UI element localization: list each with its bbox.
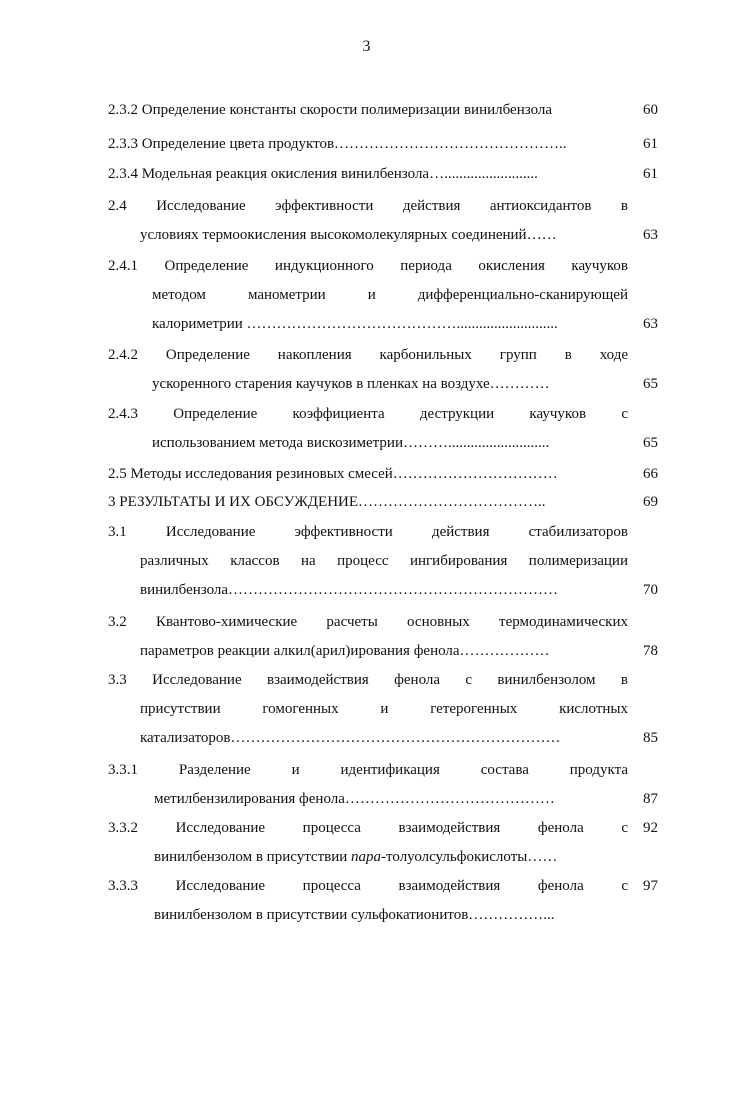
toc-entry-3-1 bbox=[108, 522, 658, 600]
toc-entry-text: калориметрии ……………………………………........................... bbox=[152, 316, 558, 332]
toc-page-number: 60 bbox=[643, 102, 658, 118]
toc-entry-text: 2.3.2 Определение константы скорости полимеризации винилбензола bbox=[108, 102, 553, 118]
toc-entry-3 bbox=[108, 492, 658, 512]
toc-entry-text: 3.3 Исследование взаимодействия фенола с винилбензолом в bbox=[108, 672, 628, 688]
toc-entry-text: -толуолсульфокислоты…… bbox=[381, 849, 558, 865]
toc-page-number: 85 bbox=[643, 730, 658, 746]
toc-entry-text: катализаторов………………………………………………………… bbox=[140, 730, 561, 746]
toc-page-number: 92 bbox=[643, 820, 658, 836]
toc-page-number: 97 bbox=[643, 878, 658, 894]
toc-entry-text: винилбензолом в присутствии bbox=[154, 849, 352, 865]
toc-page-number: 63 bbox=[643, 316, 658, 332]
toc-entry-text: 2.4.3 Определение коэффициента деструкции каучуков с bbox=[108, 406, 628, 422]
toc-page-number: 61 bbox=[643, 166, 658, 182]
toc-entry-text: различных классов на процесс ингибирования полимеризации bbox=[140, 553, 628, 569]
toc-entry-3-3-1 bbox=[108, 760, 658, 809]
toc-entry-text: 2.4 Исследование эффективности действия антиоксидантов в bbox=[108, 198, 628, 214]
toc-page-number: 65 bbox=[643, 376, 658, 392]
toc-entry-text: 2.4.1 Определение индукционного периода окисления каучуков bbox=[108, 258, 628, 274]
toc-entry-2-3-4 bbox=[108, 164, 658, 184]
toc-page-number: 63 bbox=[643, 227, 658, 243]
toc-page-number: 66 bbox=[643, 466, 658, 482]
toc-entry-3-3 bbox=[108, 670, 658, 748]
toc-entry-2-4 bbox=[108, 196, 658, 245]
toc-entry-text: параметров реакции алкил(арил)ирования фенола……………… bbox=[140, 643, 550, 659]
toc-page-number: 87 bbox=[643, 791, 658, 807]
toc-page-number: 61 bbox=[643, 136, 658, 152]
toc-entry-text: использованием метода вискозиметрии………........................... bbox=[152, 435, 550, 451]
page-number: 3 bbox=[362, 38, 371, 55]
toc-entry-text: 2.4.2 Определение накопления карбонильных групп в ходе bbox=[108, 347, 628, 363]
toc-page-number: 65 bbox=[643, 435, 658, 451]
toc-entry-2-3-2 bbox=[108, 100, 658, 120]
toc-entry-text: 3.2 Квантово-химические расчеты основных термодинамических bbox=[108, 614, 628, 630]
toc-entry-text: методом манометрии и дифференциально-сканирующей bbox=[152, 287, 628, 303]
toc-entry-text: винилбензолом в присутствии сульфокатионитов……………... bbox=[154, 907, 555, 923]
toc-entry-text: метилбензилирования фенола…………………………………… bbox=[154, 791, 555, 807]
toc-entry-text: 3.3.2 Исследование процесса взаимодействия фенола с bbox=[108, 820, 628, 836]
toc-entry-text: условиях термоокисления высокомолекулярных соединений…… bbox=[140, 227, 557, 243]
toc-page-number: 69 bbox=[643, 494, 658, 510]
toc-entry-3-3-3 bbox=[108, 876, 658, 925]
toc-entry-2-3-3 bbox=[108, 134, 658, 154]
toc-entry-3-2 bbox=[108, 612, 658, 661]
toc-entry-italic-text: пара bbox=[351, 849, 382, 865]
toc-entry-text: 2.3.4 Модельная реакция окисления винилбензола…......................... bbox=[108, 166, 538, 182]
toc-page-number: 70 bbox=[643, 582, 658, 598]
toc-entry-text: 3.1 Исследование эффективности действия стабилизаторов bbox=[108, 524, 628, 540]
toc-entry-text: ускоренного старения каучуков в пленках на воздухе………… bbox=[152, 376, 550, 392]
toc-entry-text: 3.3.3 Исследование процесса взаимодействия фенола с bbox=[108, 878, 628, 894]
toc-page-number: 78 bbox=[643, 643, 658, 659]
toc-entry-text: 2.5 Методы исследования резиновых смесей…………………………… bbox=[108, 466, 558, 482]
toc-entry-2-5 bbox=[108, 464, 658, 484]
toc-entry-2-4-3 bbox=[108, 404, 658, 453]
toc-entry-2-4-2 bbox=[108, 345, 658, 394]
toc-entry-text: 3 РЕЗУЛЬТАТЫ И ИХ ОБСУЖДЕНИЕ……………………………….. bbox=[108, 494, 546, 510]
toc-entry-text: винилбензола………………………………………………………… bbox=[140, 582, 559, 598]
toc-entry-2-4-1 bbox=[108, 256, 658, 334]
toc-entry-text: 2.3.3 Определение цвета продуктов……………………………………….. bbox=[108, 136, 567, 152]
toc-entry-text: присутствии гомогенных и гетерогенных кислотных bbox=[140, 701, 628, 717]
toc-entry-text: 3.3.1 Разделение и идентификация состава продукта bbox=[108, 762, 628, 778]
toc-entry-3-3-2 bbox=[108, 818, 658, 867]
